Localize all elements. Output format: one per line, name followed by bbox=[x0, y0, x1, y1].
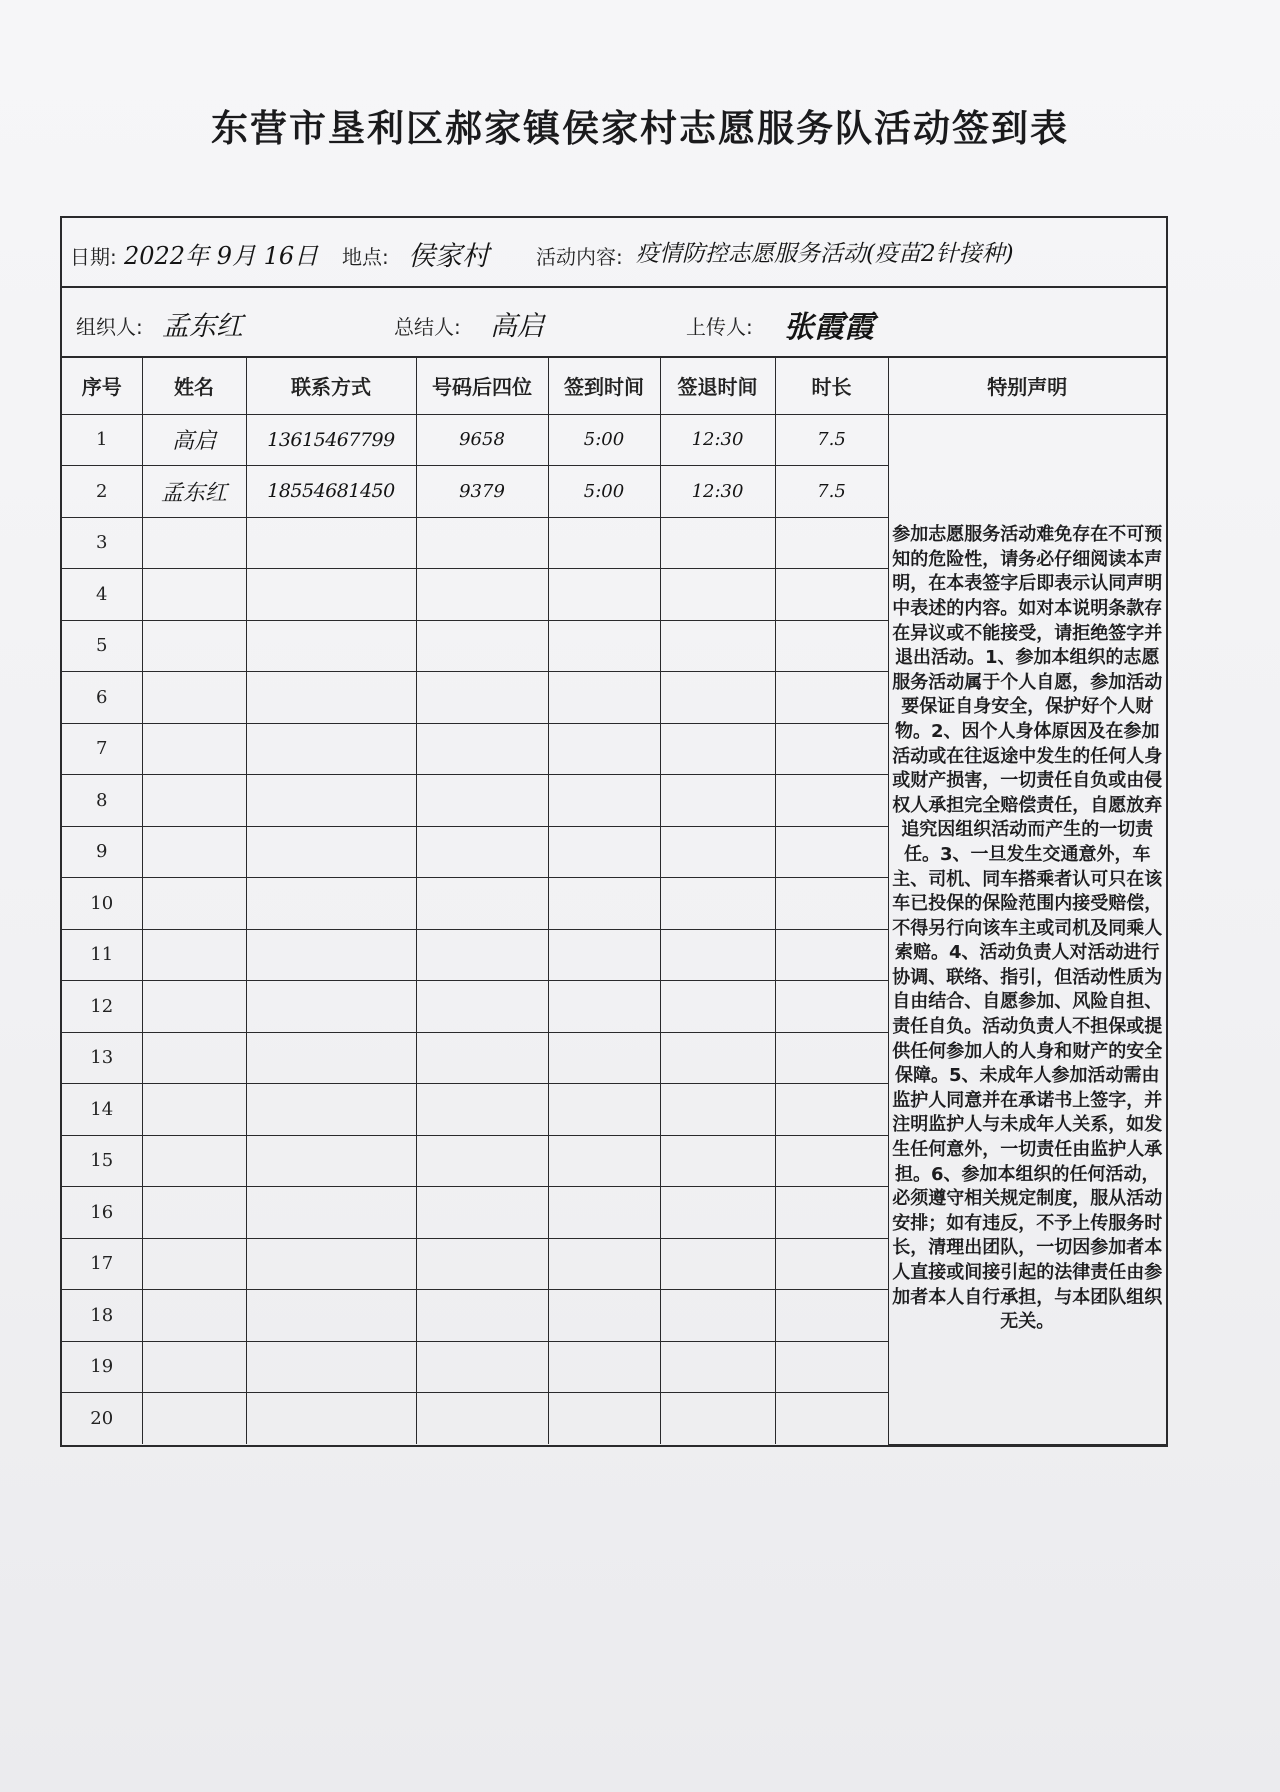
row-last4 bbox=[416, 517, 548, 569]
row-duration: 7.5 bbox=[775, 466, 888, 518]
header-col-index: 序号 bbox=[62, 358, 142, 414]
row-duration bbox=[775, 826, 888, 878]
row-index: 18 bbox=[62, 1290, 142, 1342]
row-signin-time bbox=[548, 1187, 660, 1239]
row-phone bbox=[246, 620, 416, 672]
row-phone bbox=[246, 672, 416, 724]
row-phone bbox=[246, 1135, 416, 1187]
summarizer-label: 总结人: bbox=[394, 315, 461, 339]
row-last4 bbox=[416, 1393, 548, 1445]
row-signin-time bbox=[548, 775, 660, 827]
header-col-contact: 联系方式 bbox=[246, 358, 416, 414]
row-duration bbox=[775, 1032, 888, 1084]
row-last4 bbox=[416, 1341, 548, 1393]
row-phone: 13615467799 bbox=[246, 414, 416, 466]
row-name bbox=[142, 1032, 246, 1084]
uploader-label: 上传人: bbox=[686, 315, 753, 339]
row-duration: 7.5 bbox=[775, 414, 888, 466]
row-duration bbox=[775, 1290, 888, 1342]
row-duration bbox=[775, 1187, 888, 1239]
row-phone: 18554681450 bbox=[246, 466, 416, 518]
row-index: 14 bbox=[62, 1084, 142, 1136]
row-name bbox=[142, 1341, 246, 1393]
organizer-value: 孟东红 bbox=[162, 311, 243, 342]
row-signout-time bbox=[660, 569, 775, 621]
place-value: 侯家村 bbox=[408, 241, 489, 272]
row-duration bbox=[775, 723, 888, 775]
header-col-signin: 签到时间 bbox=[548, 358, 660, 414]
row-index: 10 bbox=[62, 878, 142, 930]
row-index: 9 bbox=[62, 826, 142, 878]
row-signin-time bbox=[548, 620, 660, 672]
row-signin-time bbox=[548, 826, 660, 878]
row-signout-time bbox=[660, 672, 775, 724]
date-label: 日期: bbox=[70, 245, 117, 269]
row-duration bbox=[775, 517, 888, 569]
row-last4 bbox=[416, 1238, 548, 1290]
row-signin-time bbox=[548, 929, 660, 981]
uploader-value: 张霞霞 bbox=[784, 310, 874, 345]
row-name bbox=[142, 1135, 246, 1187]
row-index: 3 bbox=[62, 517, 142, 569]
row-index: 19 bbox=[62, 1341, 142, 1393]
row-signout-time bbox=[660, 1393, 775, 1445]
table-header-row bbox=[62, 358, 1166, 414]
row-index: 7 bbox=[62, 723, 142, 775]
row-name bbox=[142, 775, 246, 827]
row-signout-time bbox=[660, 1341, 775, 1393]
row-signin-time bbox=[548, 1341, 660, 1393]
row-phone bbox=[246, 1341, 416, 1393]
row-duration bbox=[775, 929, 888, 981]
table-row bbox=[62, 414, 1166, 466]
header-col-signout: 签退时间 bbox=[660, 358, 775, 414]
row-phone bbox=[246, 1393, 416, 1445]
content-label: 活动内容: bbox=[536, 245, 623, 269]
row-name bbox=[142, 878, 246, 930]
row-duration bbox=[775, 878, 888, 930]
row-signin-time: 5:00 bbox=[548, 414, 660, 466]
row-index: 15 bbox=[62, 1135, 142, 1187]
row-phone bbox=[246, 1187, 416, 1239]
row-name: 孟东红 bbox=[142, 466, 246, 518]
row-last4 bbox=[416, 981, 548, 1033]
info-row-activity bbox=[62, 218, 1166, 288]
row-signout-time bbox=[660, 1290, 775, 1342]
summarizer-value: 高启 bbox=[490, 311, 544, 342]
row-signout-time bbox=[660, 1135, 775, 1187]
row-last4 bbox=[416, 775, 548, 827]
row-name bbox=[142, 929, 246, 981]
row-signout-time bbox=[660, 620, 775, 672]
row-name bbox=[142, 672, 246, 724]
row-signout-time bbox=[660, 826, 775, 878]
date-value: 2022年 9月 16日 bbox=[124, 242, 319, 270]
row-duration bbox=[775, 1084, 888, 1136]
row-last4: 9379 bbox=[416, 466, 548, 518]
row-signin-time: 5:00 bbox=[548, 466, 660, 518]
row-signout-time bbox=[660, 1084, 775, 1136]
row-signin-time bbox=[548, 517, 660, 569]
row-phone bbox=[246, 1084, 416, 1136]
row-phone bbox=[246, 517, 416, 569]
row-index: 17 bbox=[62, 1238, 142, 1290]
info-row-people bbox=[62, 288, 1166, 358]
row-duration bbox=[775, 620, 888, 672]
row-duration bbox=[775, 569, 888, 621]
header-col-duration: 时长 bbox=[775, 358, 888, 414]
place-label: 地点: bbox=[342, 245, 389, 269]
content-value: 疫情防控志愿服务活动(疫苗2针接种) bbox=[636, 241, 1014, 267]
row-duration bbox=[775, 775, 888, 827]
row-last4 bbox=[416, 1084, 548, 1136]
row-duration bbox=[775, 1393, 888, 1445]
row-signout-time bbox=[660, 1187, 775, 1239]
organizer-label: 组织人: bbox=[76, 315, 143, 339]
row-signout-time: 12:30 bbox=[660, 466, 775, 518]
row-signin-time bbox=[548, 1290, 660, 1342]
row-last4 bbox=[416, 878, 548, 930]
header-col-name: 姓名 bbox=[142, 358, 246, 414]
row-signin-time bbox=[548, 672, 660, 724]
row-index: 6 bbox=[62, 672, 142, 724]
row-name bbox=[142, 723, 246, 775]
row-index: 16 bbox=[62, 1187, 142, 1239]
row-index: 13 bbox=[62, 1032, 142, 1084]
row-signin-time bbox=[548, 1084, 660, 1136]
row-signin-time bbox=[548, 878, 660, 930]
special-declaration-text: 参加志愿服务活动难免存在不可预知的危险性，请务必仔细阅读本声明，在本表签字后即表示认同声明中表述的内容。如对本说明条款存在异议或不能接受，请拒绝签字并退出活动。1、参加本组织的志愿服务活动属于个人自愿，参加活动要保证自身安全，保护好个人财物。2、因个人身体原因及在参加活动或在往返途中发生的任何人身或财产损害，一切责任自负或由侵权人承担完全赔偿责任，自愿放弃追究因组织活动而产生的一切责任。3、一旦发生交通意外，车主、司机、同车搭乘者认可只在该车已投保的保险范围内接受赔偿，不得另行向该车主或司机及同乘人索赔。4、活动负责人对活动进行协调、联络、指引，但活动性质为自由结合、自愿参加、风险自担、责任自负。活动负责人不担保或提供任何参加人的人身和财产的安全保障。5、未成年人参加活动需由监护人同意并在承诺书上签字，并注明监护人与未成年人关系，如发生任何意外，一切责任由监护人承担。6、参加本组织的任何活动，必须遵守相关规定制度，服从活动安排；如有违反，不予上传服务时长，清理出团队，一切因参加者本人直接或间接引起的法律责任由参加者本人自行承担，与本团队组织无关。 bbox=[888, 414, 1166, 1444]
row-index: 20 bbox=[62, 1393, 142, 1445]
row-signout-time bbox=[660, 1238, 775, 1290]
row-signout-time bbox=[660, 517, 775, 569]
row-phone bbox=[246, 1032, 416, 1084]
row-name: 高启 bbox=[142, 414, 246, 466]
row-signout-time bbox=[660, 775, 775, 827]
row-name bbox=[142, 981, 246, 1033]
row-name bbox=[142, 1290, 246, 1342]
row-signout-time: 12:30 bbox=[660, 414, 775, 466]
row-signout-time bbox=[660, 723, 775, 775]
row-name bbox=[142, 569, 246, 621]
row-last4 bbox=[416, 620, 548, 672]
row-last4 bbox=[416, 1032, 548, 1084]
row-duration bbox=[775, 1135, 888, 1187]
row-name bbox=[142, 826, 246, 878]
row-index: 8 bbox=[62, 775, 142, 827]
row-signout-time bbox=[660, 1032, 775, 1084]
row-last4: 9658 bbox=[416, 414, 548, 466]
row-last4 bbox=[416, 569, 548, 621]
sheet-title: 东营市垦利区郝家镇侯家村志愿服务队活动签到表 bbox=[211, 106, 1069, 150]
row-signout-time bbox=[660, 929, 775, 981]
header-col-declaration: 特别声明 bbox=[888, 358, 1166, 414]
row-last4 bbox=[416, 929, 548, 981]
row-last4 bbox=[416, 1187, 548, 1239]
row-index: 1 bbox=[62, 414, 142, 466]
row-signout-time bbox=[660, 981, 775, 1033]
row-duration bbox=[775, 1341, 888, 1393]
row-signin-time bbox=[548, 1135, 660, 1187]
row-signin-time bbox=[548, 1393, 660, 1445]
row-phone bbox=[246, 981, 416, 1033]
row-signin-time bbox=[548, 723, 660, 775]
row-phone bbox=[246, 878, 416, 930]
row-last4 bbox=[416, 1135, 548, 1187]
row-signin-time bbox=[548, 1032, 660, 1084]
row-last4 bbox=[416, 672, 548, 724]
row-signout-time bbox=[660, 878, 775, 930]
sign-in-table bbox=[62, 358, 1166, 1445]
row-name bbox=[142, 1084, 246, 1136]
row-name bbox=[142, 517, 246, 569]
row-phone bbox=[246, 826, 416, 878]
row-name bbox=[142, 1393, 246, 1445]
row-signin-time bbox=[548, 569, 660, 621]
row-duration bbox=[775, 1238, 888, 1290]
row-phone bbox=[246, 1238, 416, 1290]
sign-in-form bbox=[60, 216, 1168, 1447]
header-col-last4: 号码后四位 bbox=[416, 358, 548, 414]
row-duration bbox=[775, 981, 888, 1033]
row-index: 12 bbox=[62, 981, 142, 1033]
row-signin-time bbox=[548, 1238, 660, 1290]
row-last4 bbox=[416, 723, 548, 775]
row-index: 4 bbox=[62, 569, 142, 621]
row-index: 5 bbox=[62, 620, 142, 672]
row-index: 11 bbox=[62, 929, 142, 981]
row-name bbox=[142, 1187, 246, 1239]
row-phone bbox=[246, 1290, 416, 1342]
row-signin-time bbox=[548, 981, 660, 1033]
row-last4 bbox=[416, 1290, 548, 1342]
row-duration bbox=[775, 672, 888, 724]
row-last4 bbox=[416, 826, 548, 878]
row-name bbox=[142, 1238, 246, 1290]
row-name bbox=[142, 620, 246, 672]
row-phone bbox=[246, 929, 416, 981]
row-index: 2 bbox=[62, 466, 142, 518]
row-phone bbox=[246, 723, 416, 775]
row-phone bbox=[246, 569, 416, 621]
row-phone bbox=[246, 775, 416, 827]
